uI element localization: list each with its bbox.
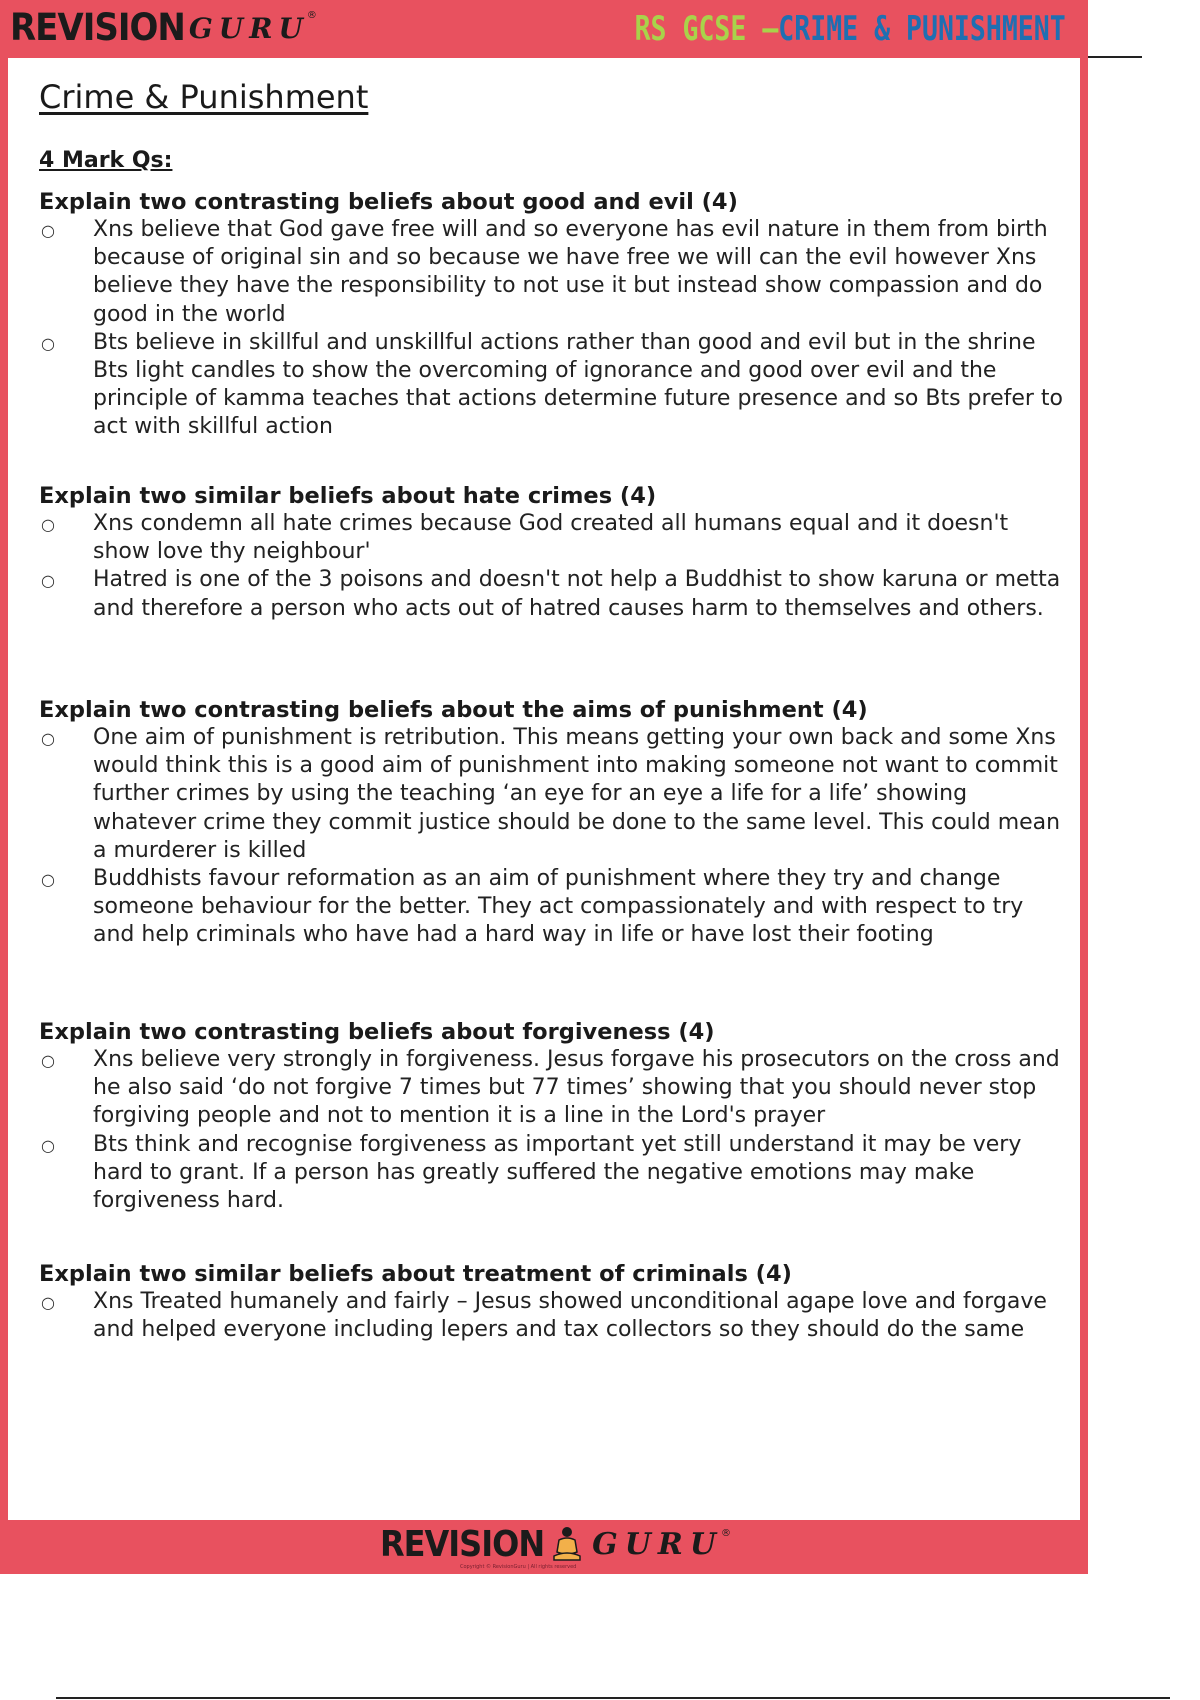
guru-figure-icon [552,1526,582,1562]
logo-registered-mark: ® [721,1528,731,1539]
logo-revision-text: REVISION [380,1523,545,1565]
copyright-text: Copyright © RevisionGuru | All rights reserved [460,1564,577,1570]
answer-item [39,216,1069,329]
answer-item [39,724,1069,865]
answer-text: Xns Treated humanely and fairly – Jesus showed unconditional agape love and forgave and helped everyone including lepers and tax collectors so they should do the same [93,1289,1047,1343]
answer-item [39,865,1069,950]
circle-bullet-icon: ○ [41,571,55,591]
answer-item [39,1046,1069,1131]
header-title-prefix: RS GCSE – [634,9,779,49]
question-heading: Explain two contrasting beliefs about good and evil (4) [39,189,738,215]
logo-revision-text: REVISION [10,6,185,50]
answer-list [39,216,1069,442]
answer-item [39,510,1069,566]
question-block [39,188,1069,442]
header-title-topic: CRIME & PUNISHMENT [778,9,1066,49]
circle-bullet-icon: ○ [41,515,55,534]
answer-text: Xns believe very strongly in forgiveness. Jesus forgave his prosecutors on the cross and he also said ‘do not forgive 7 times but 77 times’ showing that you should never stop forgiving people and not to mention it is a line in the Lord's prayer [93,1047,1060,1129]
answer-list [39,510,1069,623]
answer-item [39,1131,1069,1216]
answer-item [39,566,1069,622]
question-block [39,1260,1069,1344]
answer-text: Bts believe in skillful and unskillful actions rather than good and evil but in the shrine Bts light candles to show the overcoming of ignorance and good over evil and the principle of kamma teaches that actions determine future presence and so Bts prefer to act with skillful action [93,329,1064,440]
circle-bullet-icon: ○ [41,333,55,353]
answer-text: Bts think and recognise forgiveness as important yet still understand it may be very hard to grant. If a person has greatly suffered the negative emotions may make forgiveness hard. [93,1131,1022,1214]
content-area [8,58,1080,1520]
logo-guru-text: GURU [592,1526,723,1562]
question-heading: Explain two contrasting beliefs about the aims of punishment (4) [39,697,868,723]
question-heading: Explain two similar beliefs about hate crimes (4) [39,483,657,509]
answer-text: One aim of punishment is retribution. This means getting your own back and some Xns would think this is a good aim of punishment into making someone not want to commit further crimes by using the teaching ‘an eye for an eye a life for a life’ showing whatever crime they commit justice should be done to the same level. This could mean a murderer is killed [93,725,1061,863]
page-title: Crime & Punishment [39,78,369,116]
answer-list [39,1046,1069,1215]
circle-bullet-icon: ○ [41,1135,55,1155]
question-heading: Explain two contrasting beliefs about forgiveness (4) [39,1019,715,1045]
header-title [635,8,1066,50]
top-divider-line [1088,56,1142,58]
answer-text: Buddhists favour reformation as an aim of punishment where they try and change someone behaviour for the better. They act compassionately and with respect to try and help criminals who have had a hard way in life or have lost their footing [93,866,1024,948]
logo-guru-text: GURU [188,11,309,45]
section-subtitle: 4 Mark Qs: [39,148,173,173]
bottom-divider-line [56,1697,1170,1699]
answer-list [39,1288,1069,1344]
circle-bullet-icon: ○ [41,1293,55,1312]
header-bar [0,0,1088,56]
footer-bar [0,1520,1088,1574]
question-block [39,482,1069,623]
answer-text: Xns believe that God gave free will and so everyone has evil nature in them from birth because of original sin and so because we have free we will can the evil however Xns believe they have the responsibility to not use it but instead show compassion and do good in the world [93,217,1048,327]
circle-bullet-icon: ○ [41,1051,55,1070]
answer-text: Xns condemn all hate crimes because God created all humans equal and it doesn't show love thy neighbour' [93,511,1009,565]
footer-logo [380,1524,731,1564]
answer-item [39,329,1069,442]
question-block [39,1018,1069,1215]
logo-registered-mark: ® [306,10,317,21]
circle-bullet-icon: ○ [41,870,55,890]
answer-item [39,1288,1069,1344]
question-heading: Explain two similar beliefs about treatment of criminals (4) [39,1261,792,1287]
circle-bullet-icon: ○ [41,221,55,240]
circle-bullet-icon: ○ [41,729,55,748]
answer-text: Hatred is one of the 3 poisons and doesn't not help a Buddhist to show karuna or metta and therefore a person who acts out of hatred causes harm to themselves and others. [93,567,1061,621]
question-block [39,696,1069,950]
answer-list [39,724,1069,950]
header-logo [10,6,317,50]
